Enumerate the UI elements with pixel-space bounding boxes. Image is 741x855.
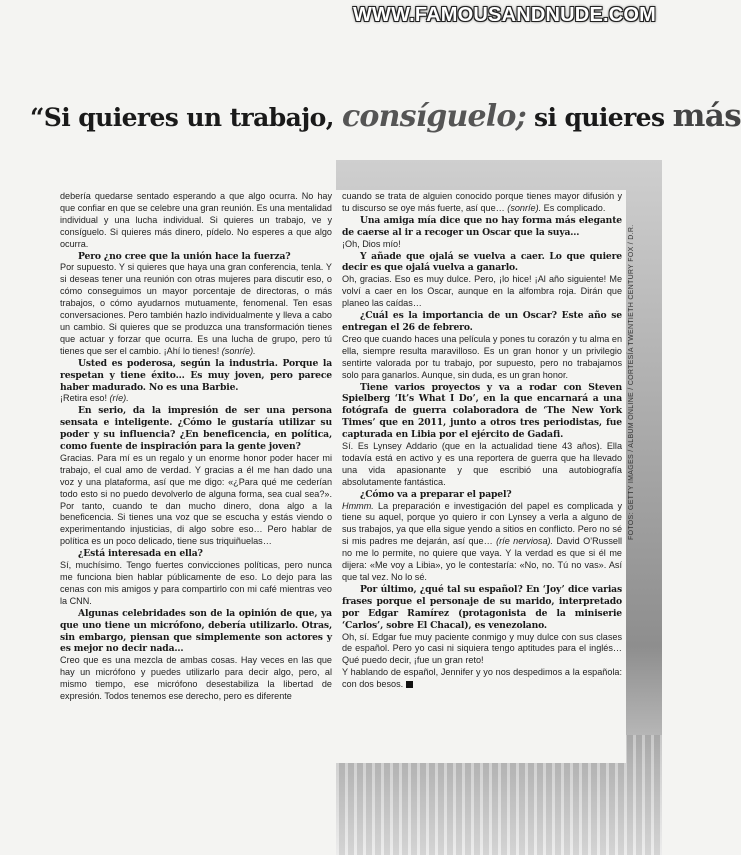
paragraph-question: Por último, ¿qué tal su español? En ‘Joy’ dice varias frases porque el personaje de su marido, interpretado por Edgar Ramírez (protagonista de la miniserie ‘Carlos’, sobre El Chacal), es venezolano.	[342, 583, 622, 631]
answer-text: Por supuesto. Y si quieres que haya una gran conferencia, tenla. Y si deseas tener una reunión con otras mujeres para discutir eso, o cómo conseguimos un mayor porcentaje de directoras, o más trabajos, o cómo ayudarnos mutuamente, fenomenal. Ten esas conversaciones. Pero también hazlo individualmente y lleva a cabo un cambio. Si quieres que se produzca una transformación tienes que actuar y forzar que ocurra. Es una lucha de grupo, pero tú tienes que ser el cambio. ¡Ahí lo tienes!	[60, 262, 332, 356]
stage-direction: (ríe).	[109, 393, 129, 404]
paragraph-answer	[342, 667, 622, 691]
answer-text: ¡Retira eso!	[60, 393, 110, 404]
end-square-icon	[406, 681, 413, 688]
paragraph-question: ¿Cuál es la importancia de un Oscar? Este año se entregan el 26 de febrero.	[342, 310, 622, 333]
paragraph-question: Algunas celebridades son de la opinión de que, ya que uno tiene un micrófono, debería utilizarlo. Otras, sin embargo, piensan que simplemente son actores y es mejor no decir nada…	[60, 607, 332, 655]
paragraph-answer	[60, 393, 332, 405]
paragraph-question: ¿Cómo va a preparar el papel?	[360, 488, 512, 500]
headline	[30, 98, 741, 134]
right-column	[336, 190, 626, 763]
paragraph-question: Usted es poderosa, según la industria. Porque la respetan y tiene éxito... Es muy joven, pero parece haber madurado. No es una Barbie.	[60, 357, 332, 393]
paragraph-question: Y añade que ojalá se vuelva a caer. Lo que quiere decir es que ojalá vuelva a ganarlo.	[342, 250, 622, 274]
paragraph-answer: Sí, muchísimo. Tengo fuertes convicciones políticas, pero nunca me funciona bien hablar públicamente de eso. Lo dejo para las cenas con mis amigos y para compartirlo con mi café mientras veo la CNN.	[60, 560, 332, 606]
paragraph-answer: Sí. Es Lynsey Addario (que en la actualidad tiene 43 años). Ella todavía está en activo y es una reportera de guerra que ha llevado una vida apasionante y que escribió una autobiografía absolutamente fantástica.	[342, 441, 622, 487]
watermark: WWW.FAMOUSANDNUDE.COM	[352, 4, 656, 26]
headline-emphasis: consíguelo;	[341, 99, 526, 134]
paragraph-answer	[342, 191, 622, 215]
paragraph-answer: Oh, sí. Edgar fue muy paciente conmigo y muy dulce con sus clases de español. Pero yo casi ni siquiera tengo aptitudes para el inglés… Qué puedo decir, ¡fue un gran reto!	[342, 631, 622, 666]
answer-text: Y hablando de español, Jennifer y yo nos despedimos a la española: con dos besos.	[342, 667, 622, 690]
paragraph-answer: Gracias. Para mí es un regalo y un enorme honor poder hacer mi trabajo, el cual amo de verdad. Y gracias a él me han dado una voz y una plataforma, así que me digo: «¿Para qué me cederían todo esto si no puedo devolverlo de alguna forma, sea cual sea?». Por tanto, cuando te dan mucho dinero, dona algo a la beneficencia. Si tienes una voz que se escucha y estás viendo o experimentando injusticias, di algo sobre eso… Pero hablar de política es un poco delicado, tiene sus triquiñuelas…	[60, 452, 332, 547]
answer-text: cuando se trata de alguien conocido porque tienes mayor difusión y tu discurso se oye más fuerte, así que…	[342, 191, 622, 213]
paragraph-question: Pero ¿no cree que la unión hace la fuerza?	[78, 250, 291, 262]
stage-direction: (sonríe).	[221, 345, 256, 356]
paragraph-question: Tiene varios proyectos y va a rodar con Steven Spielberg ‘It’s What I Do’, en la que encarnará a una fotógrafa de guerra colaboradora de ‘The New York Times’ que en 2011, junto a otros tres periodistas, fue capturada en Libia por el ejército de Gadafi.	[342, 381, 622, 441]
answer-tail: David O’Russell no me lo permite, no quiere que vaya. Y la verdad es que si él me dijera: «Me voy a Libia», yo le contestaría: «No, no. Tú no vas». Así que tal vez. No lo sé.	[342, 536, 622, 582]
paragraph-answer: Oh, gracias. Eso es muy dulce. Pero, ¡lo hice! ¡Al año siguiente! Me volví a caer en los Oscar, aunque en la alfombra roja. Dirán que planeo las caídas…	[342, 274, 622, 309]
headline-part-2: si quieres	[525, 103, 673, 132]
answer-lead: Hmmm.	[342, 500, 374, 511]
headline-part-3: más	[672, 98, 741, 134]
answer-tail: Es complicado.	[541, 202, 606, 213]
stage-direction: (sonríe).	[507, 202, 542, 213]
paragraph-answer	[342, 501, 622, 584]
paragraph-question: En serio, da la impresión de ser una persona sensata e inteligente. ¿Cómo le gustaría utilizar su poder y su influencia? ¿En beneficencia, en política, como fuente de inspiración para la gente joven?	[60, 405, 332, 453]
paragraph-answer	[60, 262, 332, 357]
paragraph-question: ¿Está interesada en ella?	[78, 548, 203, 560]
paragraph-answer: Creo que es una mezcla de ambas cosas. Hay veces en las que hay un micrófono y puedes utilizarlo para decir algo, pero, al mismo tiempo, ese micrófono desestabiliza la libertad de expresión. Todos tenemos ese derecho, pero es diferente	[60, 655, 332, 702]
paragraph-answer: debería quedarse sentado esperando a que algo ocurra. No hay que confiar en que se celebre una gran reunión. Es una mentalidad individual y una lucha individual. Si quieres un trabajo, ve y consíguelo. Si quieres más dinero, pídelo. No esperes a que algo ocurra.	[60, 191, 332, 249]
photo-credit: FOTOS: GETTY IMAGES / ALBUM ONLINE / CORTESÍA TWENTIETH CENTURY FOX / D.R.	[628, 224, 635, 540]
paragraph-question: Una amiga mía dice que no hay forma más elegante de caerse al ir a recoger un Oscar que la suya…	[342, 214, 622, 238]
paragraph-answer: ¡Oh, Dios mío!	[342, 238, 401, 249]
left-column	[60, 191, 332, 703]
stage-direction: (ríe nerviosa).	[496, 536, 554, 547]
paragraph-answer: Creo que cuando haces una película y pones tu corazón y tu alma en ella, siempre resulta maravilloso. Es un gran honor y un privilegio sentirte valorada por tu trabajo, por supuesto, pero no trabajamos solo para ganarlos. Aunque, sin duda, es un gran honor.	[342, 333, 622, 380]
headline-part-1: “Si quieres un trabajo,	[30, 103, 342, 132]
answer-text: La preparación e investigación del papel es complicada y tiene su aquel, porque yo quiero ir con Lynsey a verla a alguno de sus trabajos, ya que ella sigue yendo a sitios en conflicto. Pero no sé si mis padres me dejarán, así que…	[342, 500, 622, 547]
